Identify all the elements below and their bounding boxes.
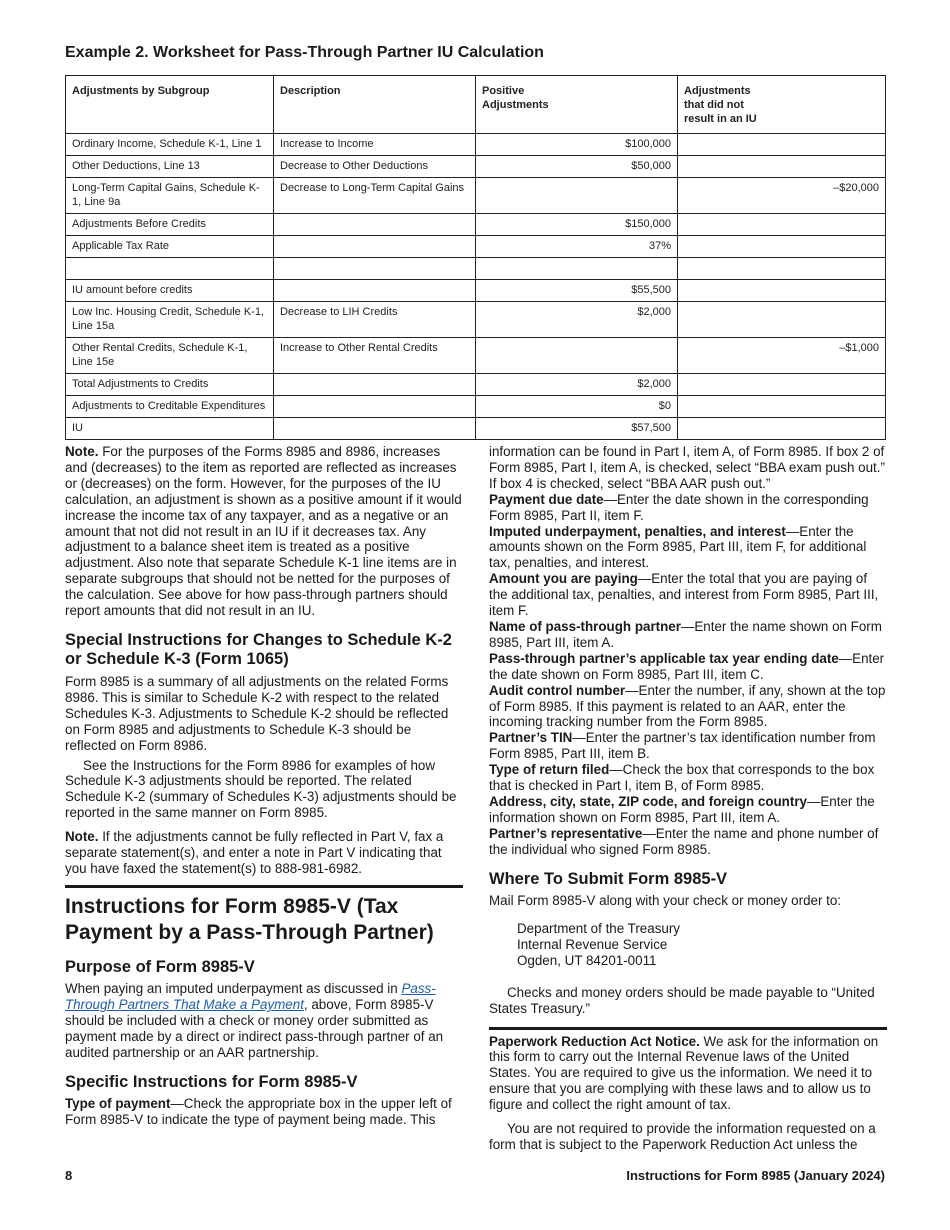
instruction-item — [489, 826, 887, 858]
cell-no-iu — [678, 258, 886, 280]
instruction-item — [489, 619, 887, 651]
cell-no-iu: –$1,000 — [678, 338, 886, 374]
section-divider — [489, 1027, 887, 1034]
special-paragraph-1: Form 8985 is a summary of all adjustments on the related Forms 8986. This is similar to Schedule K-2 with respect to the related Schedules K-3. Adjustments to Schedule K-2 should be reflected on Form 8985 and adjustments to Schedule K-3 should be reflected on Form 8986. — [65, 673, 449, 753]
instruction-item — [489, 524, 887, 572]
item-label: Type of return filed — [489, 762, 610, 778]
cell-subgroup: Adjustments to Creditable Expenditures — [66, 396, 274, 418]
table-row — [66, 156, 886, 178]
item-label: Partner’s representative — [489, 825, 643, 841]
cell-description: Decrease to Other Deductions — [274, 156, 476, 178]
cell-description — [274, 236, 476, 258]
instruction-item — [489, 762, 887, 794]
item-label: Payment due date — [489, 491, 604, 507]
note-text: For the purposes of the Forms 8985 and 8986, increases and (decreases) to the item as reported are reflected as increases or (decreases) on the form. However, for the purposes of the IU calculation, an adjustment is shown as a positive amount if it would increase the income tax of any taxpayer, and as a negative or an amount that not did not result in an IU if it decreases tax. Any adjustment to a balance sheet item is treated as a positive adjustment. Also note that separate Schedule K-1 line items are in separate subgroups that should not be netted for the purposes of the calculation. See above for how pass-through partners should report amounts that did not result in an IU. — [65, 444, 462, 619]
item-text: —Enter the name shown on Form 8985, Part III, item A. — [489, 618, 882, 650]
cell-positive — [476, 338, 678, 374]
cell-subgroup: IU — [66, 418, 274, 440]
cell-description — [274, 374, 476, 396]
specific-instructions-heading: Specific Instructions for Form 8985-V — [65, 1072, 358, 1091]
header-positive-adjustments: Positive Adjustments — [476, 76, 678, 134]
cell-description — [274, 280, 476, 302]
item-text: —Enter the date shown on Form 8985, Part III, item C. — [489, 650, 885, 682]
table-row — [66, 236, 886, 258]
item-text: —Check the appropriate box in the upper left of Form 8985-V to indicate the type of payment being made. This — [65, 1096, 452, 1128]
cell-no-iu — [678, 302, 886, 338]
worksheet-table — [65, 75, 886, 440]
instruction-item — [489, 651, 887, 683]
cell-subgroup: Applicable Tax Rate — [66, 236, 274, 258]
section-divider — [65, 885, 463, 888]
item-label: Audit control number — [489, 682, 626, 698]
table-row — [66, 302, 886, 338]
instruction-item — [489, 571, 887, 619]
table-row — [66, 396, 886, 418]
item-text: —Enter the total that you are paying of the additional tax, penalties, and interest from Form 8985, Part III, item F. — [489, 571, 879, 619]
instruction-item — [489, 683, 887, 731]
cell-no-iu — [678, 236, 886, 258]
cell-description — [274, 396, 476, 418]
item-label: Address, city, state, ZIP code, and foreign country — [489, 793, 807, 809]
worksheet-title: Example 2. Worksheet for Pass-Through Partner IU Calculation — [65, 44, 544, 61]
table-row — [66, 280, 886, 302]
page-number: 8 — [65, 1168, 73, 1183]
item-text: —Enter the date shown in the corresponding Form 8985, Part II, item F. — [489, 491, 869, 523]
pra-text: We ask for the information on this form to carry out the Internal Revenue laws of the United States. You are required to give us the information. We need it to ensure that you are complying with these laws and to allow us to figure and collect the right amount of tax. — [489, 1033, 879, 1113]
address-line: Internal Revenue Service — [517, 936, 668, 952]
purpose-text-post: , above, Form 8985-V should be included with a check or money order submitted as payment made by a direct or indirect pass-through partner of an audited partnership or an AAR partnership. — [65, 997, 444, 1060]
item-text: —Enter the number, if any, shown at the top of Form 8985. If this payment is related to an AAR, enter the incoming tracking number from the Form 8985. — [489, 682, 886, 730]
cell-subgroup: Other Rental Credits, Schedule K-1, Line 15e — [66, 338, 274, 374]
item-text: —Enter the partner’s tax identification number from Form 8985, Part III, item B. — [489, 730, 876, 762]
continued-paragraph: information can be found in Part I, item A, of Form 8985. If box 2 of Form 8985, Part I, item A, is checked, select “BBA exam push out.” If box 4 is checked, select “BBA AAR push out.” — [489, 444, 885, 491]
cell-positive: $150,000 — [476, 214, 678, 236]
cell-no-iu: –$20,000 — [678, 178, 886, 214]
table-row — [66, 134, 886, 156]
cell-subgroup: Ordinary Income, Schedule K-1, Line 1 — [66, 134, 274, 156]
cell-subgroup: Total Adjustments to Credits — [66, 374, 274, 396]
note-label: Note. — [65, 829, 99, 845]
note-label: Note. — [65, 444, 99, 459]
item-text: —Enter the name and phone number of the individual who signed Form 8985. — [489, 825, 879, 857]
type-of-payment-paragraph — [65, 1096, 463, 1128]
cell-subgroup: IU amount before credits — [66, 280, 274, 302]
item-text: —Check the box that corresponds to the box that is checked in Part I, item B, of Form 8985. — [489, 762, 875, 794]
cell-no-iu — [678, 280, 886, 302]
item-label: Name of pass-through partner — [489, 618, 681, 634]
mailing-address — [489, 921, 887, 969]
instruction-item — [489, 492, 887, 524]
form-8985v-heading: Instructions for Form 8985-V (Tax Payment by a Pass-Through Partner) — [65, 894, 434, 944]
cell-positive — [476, 178, 678, 214]
cell-positive: $55,500 — [476, 280, 678, 302]
payable-paragraph: Checks and money orders should be made payable to “United States Treasury.” — [489, 984, 875, 1016]
header-no-iu-adjustments: Adjustments that did not result in an IU — [678, 76, 886, 134]
item-text: —Enter the amounts shown on the Form 8985, Part III, item F, for additional tax, penalties, and interest. — [489, 523, 867, 571]
cell-positive: $50,000 — [476, 156, 678, 178]
cell-positive: $2,000 — [476, 302, 678, 338]
cell-no-iu — [678, 214, 886, 236]
purpose-text-pre: When paying an imputed underpayment as discussed in — [65, 981, 402, 997]
table-row — [66, 214, 886, 236]
cell-positive: $57,500 — [476, 418, 678, 440]
cell-subgroup: Low Inc. Housing Credit, Schedule K-1, Line 15a — [66, 302, 274, 338]
table-row-empty — [66, 258, 886, 280]
header-description: Description — [274, 76, 476, 134]
table-row — [66, 374, 886, 396]
note-paragraph — [65, 444, 463, 619]
cell-no-iu — [678, 156, 886, 178]
cell-subgroup: Other Deductions, Line 13 — [66, 156, 274, 178]
cell-positive: $0 — [476, 396, 678, 418]
where-to-submit-heading: Where To Submit Form 8985-V — [489, 869, 728, 888]
pra-label: Paperwork Reduction Act Notice. — [489, 1033, 700, 1049]
table-row — [66, 178, 886, 214]
instruction-item — [489, 730, 887, 762]
instruction-item — [489, 794, 887, 826]
cell-description — [274, 418, 476, 440]
special-paragraph-2: See the Instructions for the Form 8986 for examples of how Schedule K-3 adjustments should be reported. The related Schedule K-2 (summary of Schedules K-3) adjustments should be reported in the same manner on Form 8985. — [65, 757, 457, 821]
cell-no-iu — [678, 374, 886, 396]
pass-through-partners-link[interactable]: Pass-Through Partners That Make a Payment — [65, 981, 436, 1013]
cell-no-iu — [678, 396, 886, 418]
item-label: Type of payment — [65, 1096, 171, 1112]
cell-description — [274, 214, 476, 236]
cell-subgroup: Long-Term Capital Gains, Schedule K-1, Line 9a — [66, 178, 274, 214]
cell-description: Increase to Income — [274, 134, 476, 156]
cell-description: Increase to Other Rental Credits — [274, 338, 476, 374]
left-column — [65, 444, 463, 1128]
cell-description — [274, 258, 476, 280]
cell-positive — [476, 258, 678, 280]
pra-paragraph-2: You are not required to provide the information requested on a form that is subject to the Paperwork Reduction Act unless the — [489, 1121, 876, 1152]
cell-subgroup — [66, 258, 274, 280]
address-line: Department of the Treasury — [517, 920, 680, 936]
cell-positive: $100,000 — [476, 134, 678, 156]
table-row — [66, 338, 886, 374]
cell-description: Decrease to LIH Credits — [274, 302, 476, 338]
note-paragraph-2 — [65, 829, 463, 877]
item-label: Partner’s TIN — [489, 730, 573, 746]
item-text: —Enter the information shown on Form 8985, Part III, item A. — [489, 793, 875, 825]
cell-subgroup: Adjustments Before Credits — [66, 214, 274, 236]
cell-no-iu — [678, 418, 886, 440]
address-line: Ogden, UT 84201-0011 — [517, 952, 657, 968]
cell-positive: $2,000 — [476, 374, 678, 396]
purpose-paragraph — [65, 981, 463, 1061]
pra-paragraph — [489, 1034, 887, 1114]
table-row — [66, 418, 886, 440]
header-subgroup: Adjustments by Subgroup — [66, 76, 274, 134]
item-label: Pass-through partner’s applicable tax year ending date — [489, 650, 839, 666]
table-header-row — [66, 76, 886, 134]
submit-paragraph: Mail Form 8985-V along with your check or money order to: — [489, 893, 842, 909]
cell-positive: 37% — [476, 236, 678, 258]
right-column — [489, 444, 887, 1153]
special-instructions-heading: Special Instructions for Changes to Schedule K-2 or Schedule K-3 (Form 1065) — [65, 630, 452, 669]
purpose-heading: Purpose of Form 8985-V — [65, 957, 255, 976]
footer-doc-title: Instructions for Form 8985 (January 2024) — [626, 1168, 885, 1183]
item-label: Amount you are paying — [489, 571, 638, 587]
cell-description: Decrease to Long-Term Capital Gains — [274, 178, 476, 214]
item-label: Imputed underpayment, penalties, and interest — [489, 523, 786, 539]
note-text: If the adjustments cannot be fully reflected in Part V, fax a separate statement(s), and enter a note in Part V indicating that you have faxed the statement(s) to 888-981-6982. — [65, 829, 444, 876]
cell-no-iu — [678, 134, 886, 156]
